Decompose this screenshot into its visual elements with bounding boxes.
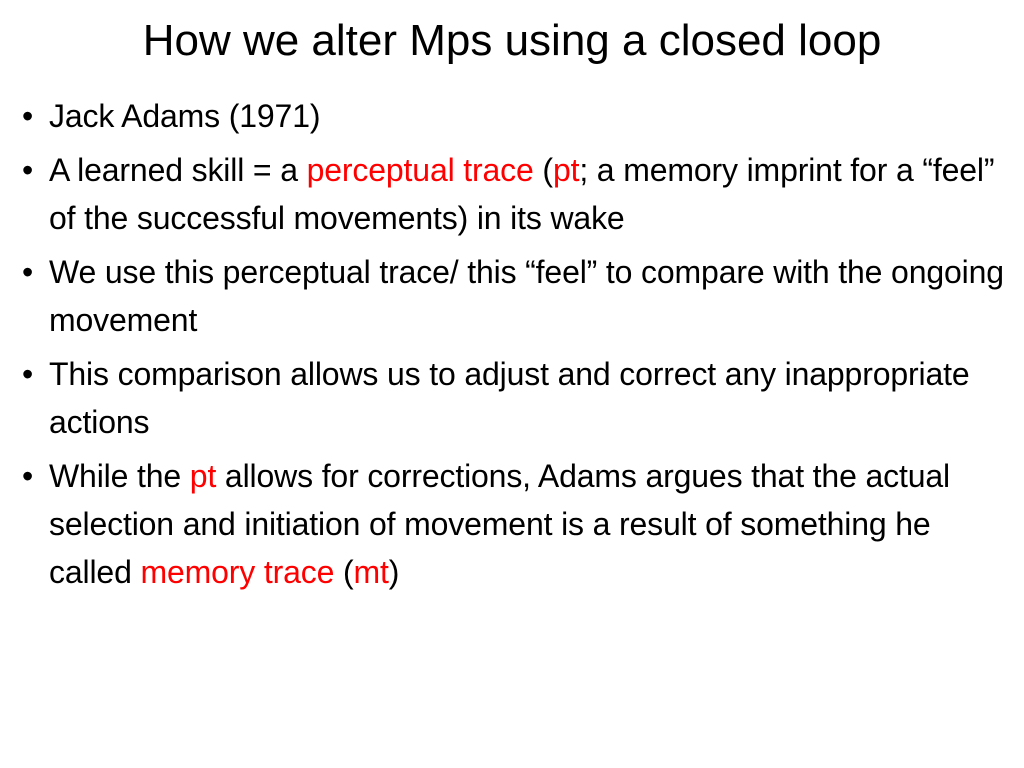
slide-title: How we alter Mps using a closed loop <box>142 16 882 65</box>
bullet-text: ( <box>533 152 553 188</box>
bullet-dot-icon: • <box>22 98 34 134</box>
bullet-text: ) <box>388 554 400 590</box>
bullet-text: ( <box>334 554 354 590</box>
bullet-text: Jack Adams (1971) <box>49 98 321 134</box>
bullet-item <box>22 92 1014 140</box>
highlighted-term: perceptual trace <box>306 152 534 188</box>
bullet-item <box>22 146 1014 242</box>
bullet-item <box>22 350 1014 446</box>
bullet-text: This comparison allows us to adjust and correct any inappropriate actions <box>49 356 970 440</box>
bullet-dot-icon: • <box>22 152 34 188</box>
bullet-dot-icon: • <box>22 458 34 494</box>
bullet-dot-icon: • <box>22 254 34 290</box>
bullet-text: ; a memory imprint for a “feel” of the successful movements) in its wake <box>49 152 995 236</box>
highlighted-term: pt <box>189 458 217 494</box>
bullet-list <box>22 92 1014 602</box>
highlighted-term: memory trace <box>140 554 335 590</box>
bullet-text: A learned skill = a <box>49 152 307 188</box>
bullet-dot-icon: • <box>22 356 34 392</box>
bullet-text: allows for corrections, Adams argues that the actual selection and initiation of movement is a result of something he called <box>49 458 950 590</box>
bullet-text: We use this perceptual trace/ this “feel” to compare with the ongoing movement <box>49 254 1004 338</box>
bullet-text: While the <box>49 458 190 494</box>
bullet-item <box>22 248 1014 344</box>
bullet-item <box>22 452 1014 596</box>
highlighted-term: pt <box>552 152 580 188</box>
highlighted-term: mt <box>353 554 389 590</box>
